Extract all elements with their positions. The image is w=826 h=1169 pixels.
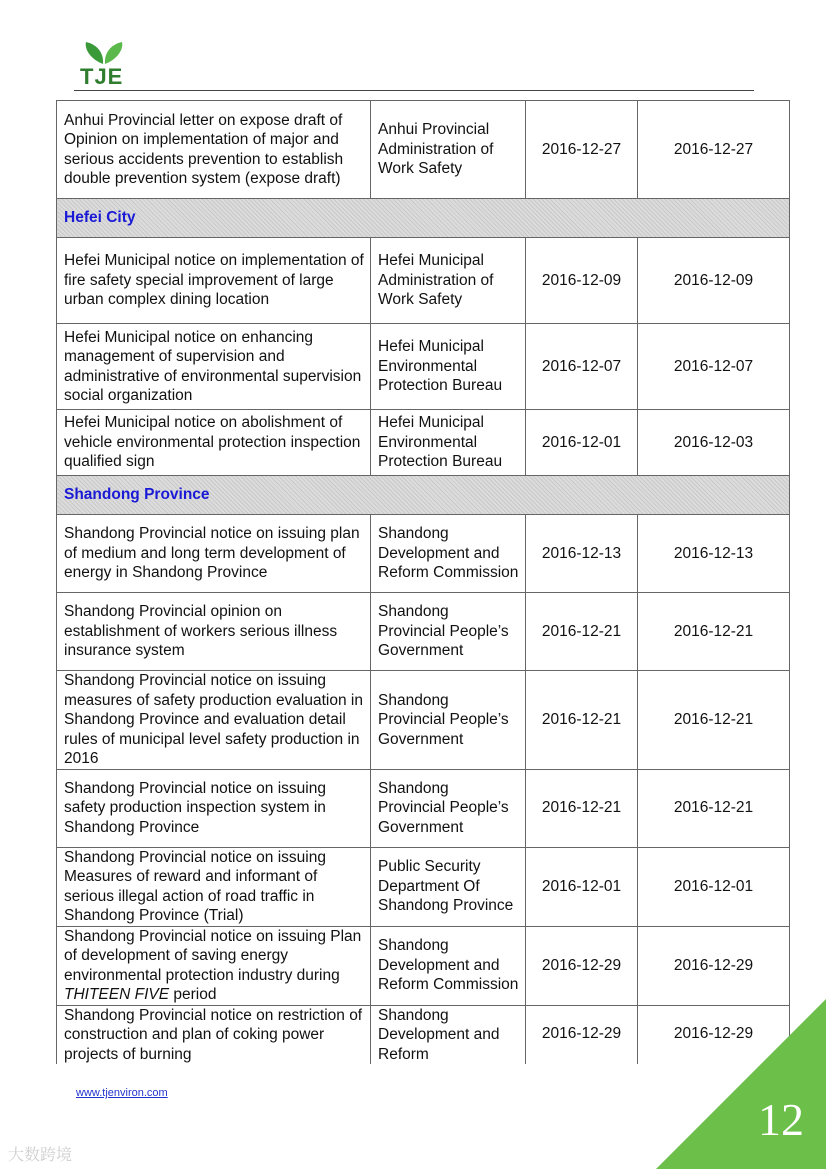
table-row — [57, 926, 790, 1005]
document-title: Shandong Provincial notice on issuing safety production inspection system in Shandong Province — [57, 769, 371, 847]
table-row — [57, 769, 790, 847]
table-row — [57, 671, 790, 770]
effective-date: 2016-12-13 — [638, 515, 790, 593]
issue-date: 2016-12-21 — [526, 769, 638, 847]
issue-date: 2016-12-21 — [526, 593, 638, 671]
issuing-authority: Shandong Development and Reform Commission — [371, 515, 526, 593]
issuing-authority: Shandong Provincial People’s Government — [371, 671, 526, 770]
issuing-authority: Shandong Development and Reform Commission — [371, 926, 526, 1005]
logo-text: TJE — [80, 64, 124, 89]
table-row — [57, 238, 790, 324]
document-title: Shandong Provincial notice on issuing measures of safety production evaluation in Shandong Province and evaluation detail rules of municipal level safety production in 2016 — [57, 671, 371, 770]
effective-date: 2016-12-03 — [638, 410, 790, 476]
effective-date: 2016-12-21 — [638, 769, 790, 847]
document-title: Anhui Provincial letter on expose draft of Opinion on implementation of major and serious accidents prevention to establish double prevention system (expose draft) — [57, 101, 371, 199]
document-title-suffix: period — [169, 986, 217, 1003]
table-row — [57, 593, 790, 671]
issue-date: 2016-12-13 — [526, 515, 638, 593]
effective-date: 2016-12-27 — [638, 101, 790, 199]
issuing-authority: Anhui Provincial Administration of Work Safety — [371, 101, 526, 199]
effective-date: 2016-12-29 — [638, 926, 790, 1005]
document-title: Shandong Provincial opinion on establishment of workers serious illness insurance system — [57, 593, 371, 671]
issuing-authority: Shandong Development and Reform — [371, 1005, 526, 1064]
effective-date: 2016-12-09 — [638, 238, 790, 324]
section-heading-shandong: Shandong Province — [57, 476, 790, 515]
regulations-table — [56, 100, 790, 1064]
table-row — [57, 847, 790, 926]
document-title: Shandong Provincial notice on issuing plan of medium and long term development of energy in Shandong Province — [57, 515, 371, 593]
issue-date: 2016-12-29 — [526, 1005, 638, 1064]
issue-date: 2016-12-27 — [526, 101, 638, 199]
document-title: Shandong Provincial notice on restriction of construction and plan of coking power projects of burning — [57, 1005, 371, 1064]
issue-date: 2016-12-07 — [526, 324, 638, 410]
section-heading-hefei: Hefei City — [57, 199, 790, 238]
document-title: Hefei Municipal notice on implementation of fire safety special improvement of large urban complex dining location — [57, 238, 371, 324]
issuing-authority: Public Security Department Of Shandong Province — [371, 847, 526, 926]
document-title-text: Shandong Provincial notice on issuing Plan of development of saving energy environmental protection industry during — [64, 927, 362, 984]
issuing-authority: Shandong Provincial People’s Government — [371, 769, 526, 847]
table-row — [57, 101, 790, 199]
page-number: 12 — [758, 1094, 804, 1145]
website-link[interactable]: www.tjenviron.com — [76, 1087, 168, 1099]
effective-date: 2016-12-21 — [638, 671, 790, 770]
document-title-italic: THITEEN FIVE — [64, 986, 170, 1003]
document-title: Hefei Municipal notice on abolishment of vehicle environmental protection inspection qualified sign — [57, 410, 371, 476]
issue-date: 2016-12-01 — [526, 847, 638, 926]
table-row — [57, 324, 790, 410]
issue-date: 2016-12-09 — [526, 238, 638, 324]
document-title: Shandong Provincial notice on issuing Measures of reward and informant of serious illegal action of road traffic in Shandong Province (Trial) — [57, 847, 371, 926]
table-row — [57, 410, 790, 476]
section-row — [57, 476, 790, 515]
header-divider — [74, 90, 754, 91]
document-title — [57, 926, 371, 1005]
effective-date: 2016-12-01 — [638, 847, 790, 926]
document-title: Hefei Municipal notice on enhancing management of supervision and administrative of environmental supervision social organization — [57, 324, 371, 410]
issuing-authority: Hefei Municipal Environmental Protection Bureau — [371, 410, 526, 476]
issue-date: 2016-12-29 — [526, 926, 638, 1005]
watermark: 大数跨境 — [8, 1147, 73, 1164]
issuing-authority: Hefei Municipal Administration of Work Safety — [371, 238, 526, 324]
issue-date: 2016-12-01 — [526, 410, 638, 476]
effective-date: 2016-12-21 — [638, 593, 790, 671]
issuing-authority: Hefei Municipal Environmental Protection Bureau — [371, 324, 526, 410]
issuing-authority: Shandong Provincial People’s Government — [371, 593, 526, 671]
section-row — [57, 199, 790, 238]
effective-date: 2016-12-07 — [638, 324, 790, 410]
effective-date: 2016-12-29 — [638, 1005, 790, 1064]
issue-date: 2016-12-21 — [526, 671, 638, 770]
table-row — [57, 515, 790, 593]
